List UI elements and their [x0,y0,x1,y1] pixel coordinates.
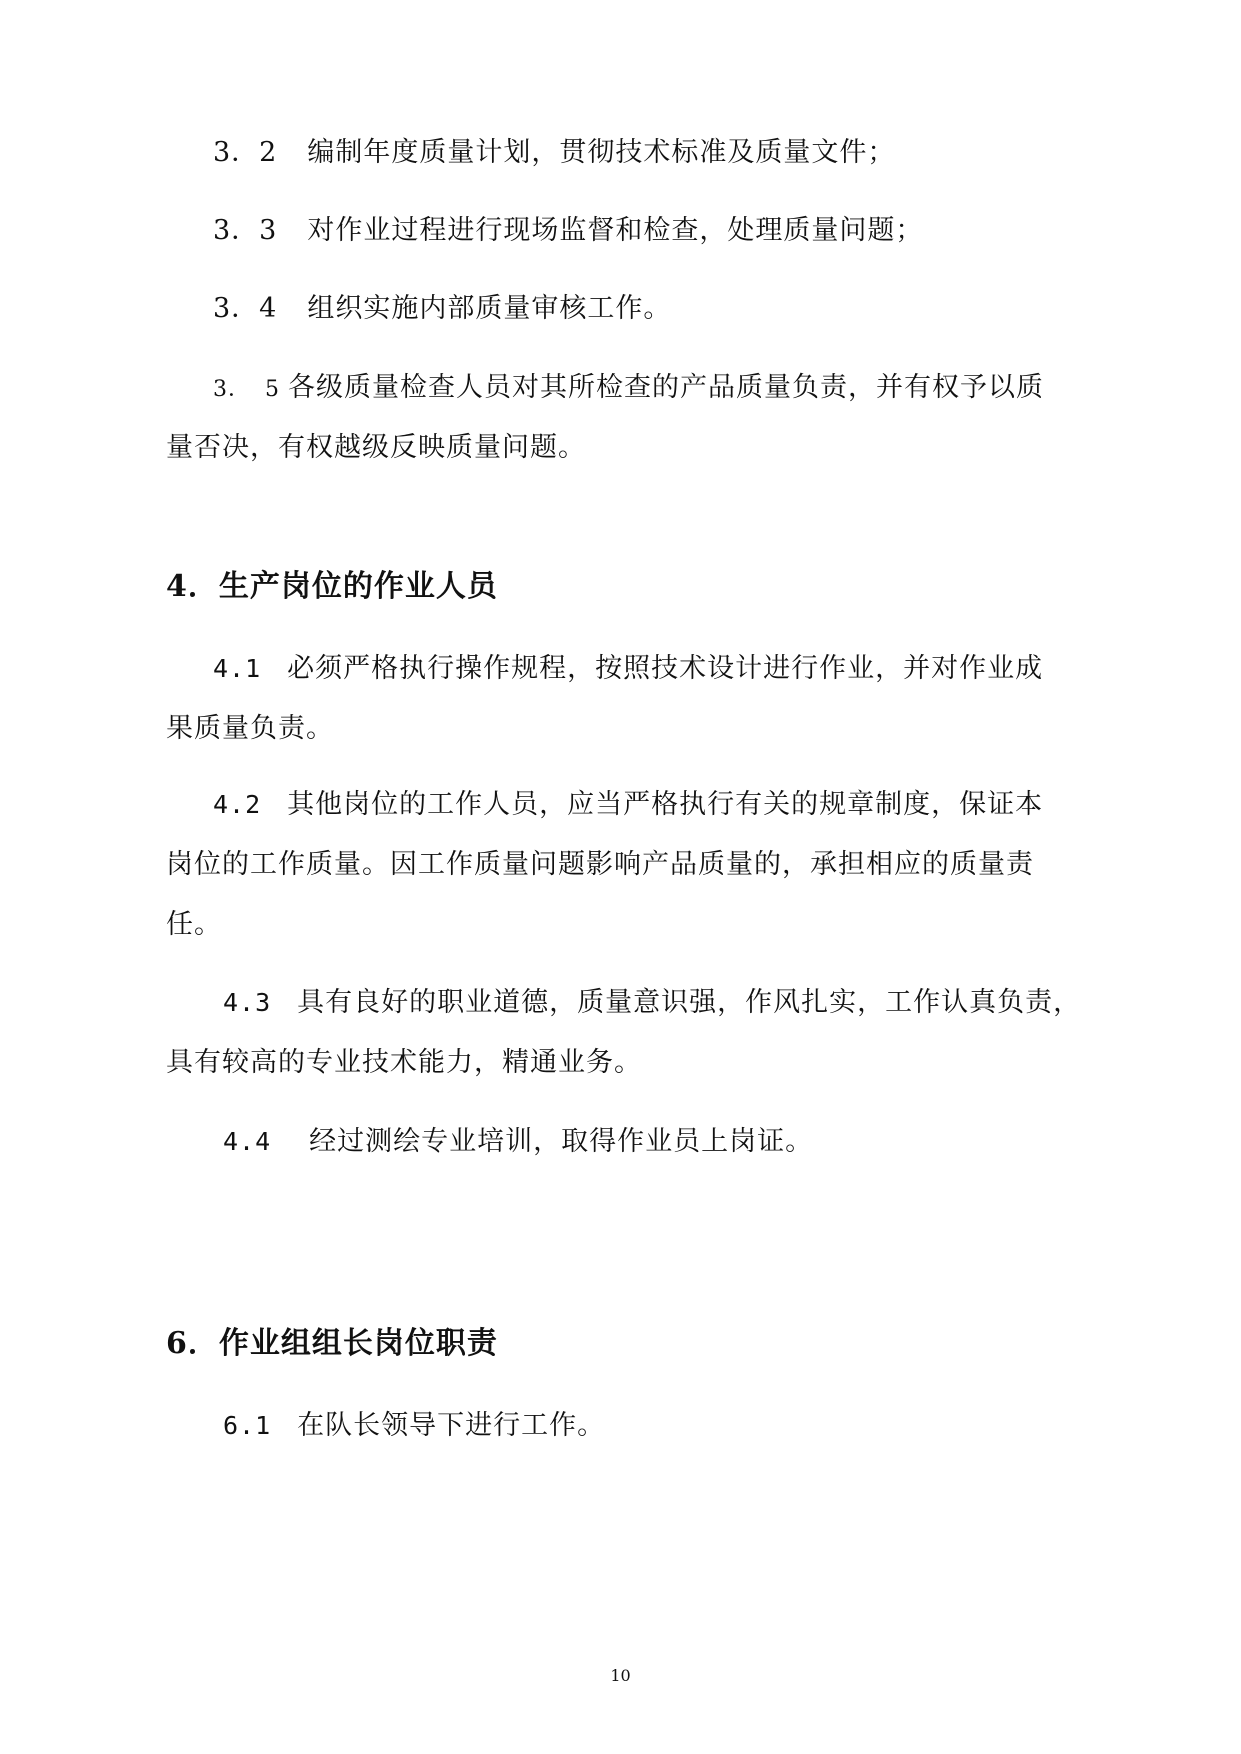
item-number: 4.1 [213,654,262,683]
item-number-suffix: 5 [265,377,280,402]
item-number: 3．3 [213,215,278,246]
item-text: 对作业过程进行现场监督和检查，处理质量问题； [307,215,924,246]
item-text: 具有良好的职业道德，质量意识强，作风扎实，工作认真负责， [297,987,1082,1018]
item-number: 4.4 [223,1127,272,1156]
item-3-5-line1 [213,368,1044,410]
item-text: 任。 [166,909,222,940]
item-4-4 [223,1122,813,1162]
item-3-4 [213,289,671,329]
section-6-heading: 6．作业组组长岗位职责 [166,1326,498,1361]
item-number: 3． [213,377,251,402]
page-number: 10 [610,1666,631,1685]
item-text: 在队长领导下进行工作。 [297,1410,606,1441]
item-4-1-line1 [213,649,1043,689]
item-text: 必须严格执行操作规程，按照技术设计进行作业，并对作业成 [287,653,1044,684]
item-text: 各级质量检查人员对其所检查的产品质量负责，并有权予以质 [288,372,1044,403]
item-text: 其他岗位的工作人员，应当严格执行有关的规章制度，保证本 [287,789,1044,820]
item-3-5-line2 [166,428,586,468]
item-4-2-line1 [213,785,1043,825]
item-number: 6.1 [223,1411,272,1440]
item-3-3 [213,211,923,251]
item-4-1-line2 [166,709,334,749]
item-text: 编制年度质量计划，贯彻技术标准及质量文件； [307,137,896,168]
item-text: 具有较高的专业技术能力，精通业务。 [166,1047,642,1078]
item-text: 果质量负责。 [166,713,334,744]
item-4-2-line2 [166,845,1034,885]
item-number: 3．4 [213,293,278,324]
item-text: 量否决，有权越级反映质量问题。 [166,432,586,463]
item-4-2-line3 [166,905,222,945]
item-4-3-line2 [166,1043,642,1083]
item-number: 4.2 [213,790,262,819]
section-4-heading: 4．生产岗位的作业人员 [166,569,498,604]
item-text: 经过测绘专业培训，取得作业员上岗证。 [309,1126,814,1157]
item-number: 4.3 [223,988,272,1017]
item-3-2 [213,133,895,173]
item-text: 岗位的工作质量。因工作质量问题影响产品质量的，承担相应的质量责 [166,849,1034,880]
item-6-1 [223,1406,605,1446]
item-text: 组织实施内部质量审核工作。 [307,293,672,324]
item-number: 3．2 [213,137,278,168]
item-4-3-line1 [223,983,1081,1023]
